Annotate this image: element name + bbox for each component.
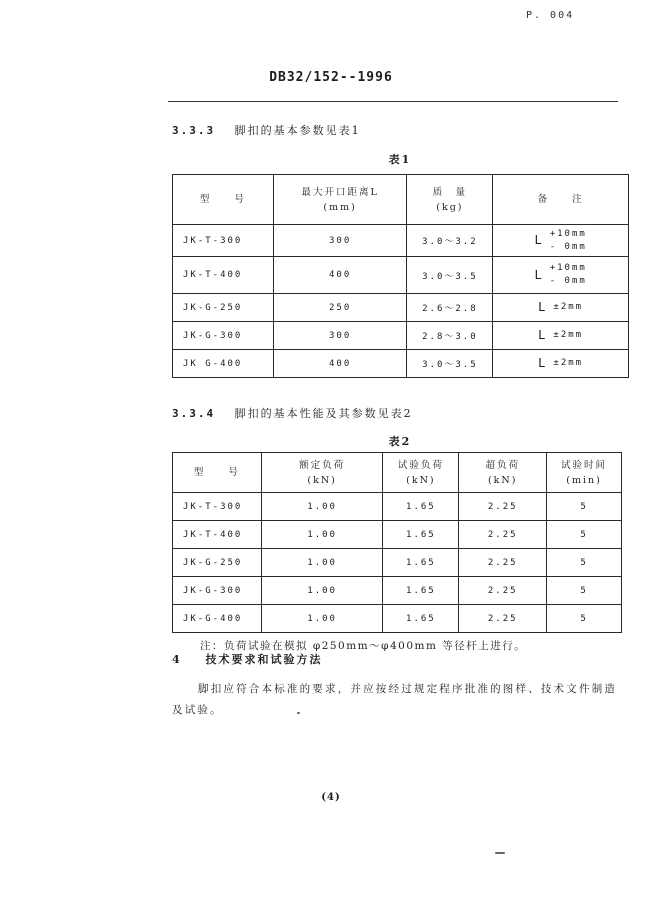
table2-caption: 表2 <box>388 435 412 448</box>
page-footer: (4) <box>321 792 341 803</box>
table2-header-cell: 型 号 <box>173 453 262 493</box>
table2-header-cell: 额定负荷 (kN) <box>261 453 383 493</box>
model-cell: JK-T-300 <box>173 493 262 521</box>
mass-cell: 3.0～3.2 <box>407 225 493 257</box>
remark-upper: ±2mm <box>553 301 584 312</box>
overload-cell: 2.25 <box>459 493 547 521</box>
clause-text: 脚扣的基本参数见表1 <box>234 124 361 137</box>
model-cell: JK G-400 <box>173 350 274 378</box>
rated-load-cell: 1.00 <box>261 605 383 633</box>
model-cell: JK-T-300 <box>173 225 274 257</box>
opening-cell: 400 <box>273 257 407 294</box>
rated-load-cell: 1.00 <box>261 521 383 549</box>
table1-caption: 表1 <box>388 153 412 166</box>
table2-header-cell: 超负荷 (kN) <box>459 453 547 493</box>
scan-speck <box>297 712 300 714</box>
remark-symbol: L <box>538 355 548 370</box>
overload-cell: 2.25 <box>459 521 547 549</box>
table1-header-row <box>173 175 629 225</box>
table1-row <box>173 294 629 322</box>
model-cell: JK-G-400 <box>173 605 262 633</box>
table1-row <box>173 257 629 294</box>
table2-row <box>173 521 622 549</box>
table2-row <box>173 605 622 633</box>
remark-symbol: L <box>538 299 548 314</box>
table2-note: 注：负荷试验在模拟 φ250mm～φ400mm 等径杆上进行。 <box>200 640 527 652</box>
remark-lower: - 0mm <box>549 241 587 252</box>
table1-header-cell: 型 号 <box>173 175 274 225</box>
overload-cell: 2.25 <box>459 605 547 633</box>
test-load-cell: 1.65 <box>383 577 459 605</box>
remark-symbol: L <box>538 327 548 342</box>
test-time-cell: 5 <box>547 549 622 577</box>
clause-number: 3.3.3 <box>172 124 216 137</box>
table2-row <box>173 577 622 605</box>
table-1 <box>172 174 629 378</box>
remark-cell <box>493 294 629 322</box>
remark-cell <box>493 225 629 257</box>
table1-row <box>173 350 629 378</box>
remark-upper: +10mm <box>549 263 587 273</box>
section-4-heading <box>172 651 323 667</box>
document-number: DB32/152--1996 <box>269 70 393 85</box>
opening-cell: 400 <box>273 350 407 378</box>
table1-header-cell: 备 注 <box>493 175 629 225</box>
test-load-cell: 1.65 <box>383 521 459 549</box>
clause-number: 3.3.4 <box>172 407 216 420</box>
test-load-cell: 1.65 <box>383 493 459 521</box>
overload-cell: 2.25 <box>459 549 547 577</box>
section-number: 4 <box>172 653 182 666</box>
model-cell: JK-G-250 <box>173 294 274 322</box>
rated-load-cell: 1.00 <box>261 493 383 521</box>
table1-header-cell: 质 量 (kg) <box>407 175 493 225</box>
model-cell: JK-G-300 <box>173 322 274 350</box>
remark-upper: ±2mm <box>553 329 584 340</box>
opening-cell: 300 <box>273 225 407 257</box>
rated-load-cell: 1.00 <box>261 577 383 605</box>
opening-cell: 250 <box>273 294 407 322</box>
table1-row <box>173 225 629 257</box>
mass-cell: 2.8～3.0 <box>407 322 493 350</box>
mass-cell: 3.0～3.5 <box>407 350 493 378</box>
table2-header-row <box>173 453 622 493</box>
model-cell: JK-G-300 <box>173 577 262 605</box>
paragraph-4-1: 脚扣应符合本标准的要求，并应按经过规定程序批准的图样、技术文件制造及试验。 <box>172 683 618 716</box>
test-time-cell: 5 <box>547 577 622 605</box>
test-time-cell: 5 <box>547 605 622 633</box>
remark-symbol: L <box>534 267 544 282</box>
remark-upper: ±2mm <box>553 357 584 368</box>
rated-load-cell: 1.00 <box>261 549 383 577</box>
overload-cell: 2.25 <box>459 577 547 605</box>
test-load-cell: 1.65 <box>383 549 459 577</box>
section-title: 技术要求和试验方法 <box>205 653 323 666</box>
table-2 <box>172 452 622 633</box>
model-cell: JK-G-250 <box>173 549 262 577</box>
mass-cell: 3.0～3.5 <box>407 257 493 294</box>
opening-cell: 300 <box>273 322 407 350</box>
scan-speck <box>495 852 505 854</box>
table2-header-cell: 试验时间 (min) <box>547 453 622 493</box>
header-rule <box>168 101 618 102</box>
clause-3-3-4 <box>172 405 413 421</box>
remark-cell <box>493 257 629 294</box>
test-load-cell: 1.65 <box>383 605 459 633</box>
remark-cell <box>493 350 629 378</box>
clause-text: 脚扣的基本性能及其参数见表2 <box>234 407 413 420</box>
table2-row <box>173 549 622 577</box>
model-cell: JK-T-400 <box>173 257 274 294</box>
table1-header-cell: 最大开口距离L (mm) <box>273 175 407 225</box>
table2-header-cell: 试验负荷 (kN) <box>383 453 459 493</box>
remark-lower: - 0mm <box>549 276 587 286</box>
table1-row <box>173 322 629 350</box>
clause-3-3-3 <box>172 122 361 138</box>
page-marker: P. 004 <box>526 10 575 21</box>
model-cell: JK-T-400 <box>173 521 262 549</box>
remark-cell <box>493 322 629 350</box>
mass-cell: 2.6～2.8 <box>407 294 493 322</box>
test-time-cell: 5 <box>547 521 622 549</box>
test-time-cell: 5 <box>547 493 622 521</box>
table2-row <box>173 493 622 521</box>
remark-upper: +10mm <box>549 228 587 239</box>
remark-symbol: L <box>534 233 544 247</box>
